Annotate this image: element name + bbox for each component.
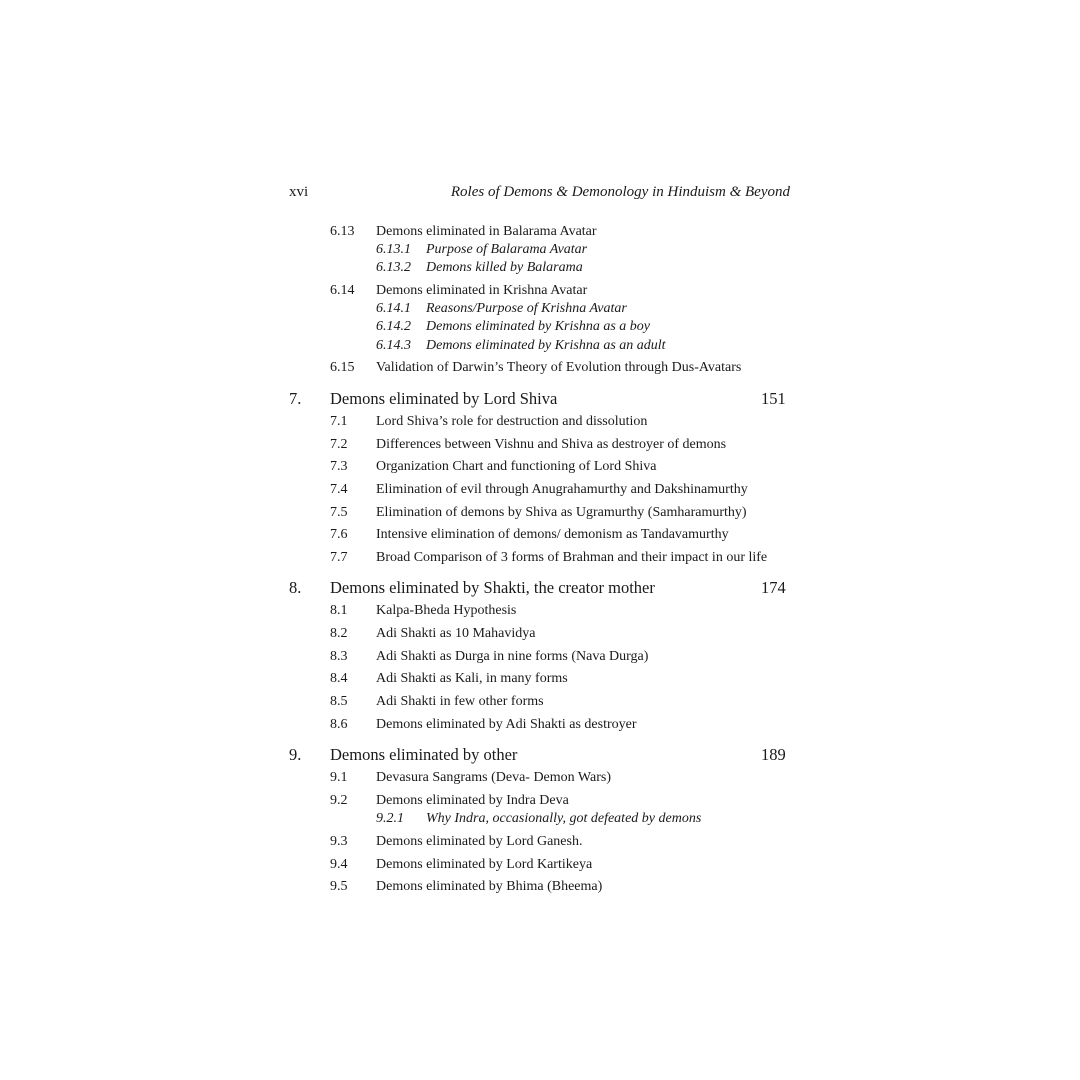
toc-number: 6.13 bbox=[330, 224, 355, 239]
toc-number: 7.1 bbox=[330, 414, 348, 429]
toc-title: Demons eliminated by Bhima (Bheema) bbox=[376, 879, 603, 894]
toc-title: Adi Shakti as Kali, in many forms bbox=[376, 671, 568, 686]
toc-title: Demons eliminated by Adi Shakti as destroyer bbox=[376, 717, 637, 732]
toc-title: Devasura Sangrams (Deva- Demon Wars) bbox=[376, 770, 611, 785]
toc-title: Kalpa-Bheda Hypothesis bbox=[376, 603, 517, 618]
toc-title: Purpose of Balarama Avatar bbox=[426, 242, 588, 257]
toc-number: 8.4 bbox=[330, 671, 348, 686]
toc-title: Adi Shakti in few other forms bbox=[376, 694, 544, 709]
toc-title: Demons killed by Balarama bbox=[426, 260, 583, 275]
toc-chapter-title: Demons eliminated by Shakti, the creator mother bbox=[330, 578, 655, 597]
toc-title: Lord Shiva’s role for destruction and dissolution bbox=[376, 414, 648, 429]
toc-number: 7.7 bbox=[330, 550, 348, 565]
toc-number: 8.1 bbox=[330, 603, 348, 618]
toc-title: Validation of Darwin’s Theory of Evolution through Dus-Avatars bbox=[376, 360, 742, 375]
toc-title: Demons eliminated by Lord Kartikeya bbox=[376, 857, 593, 872]
toc-title: Demons eliminated in Balarama Avatar bbox=[376, 224, 597, 239]
toc-title: Demons eliminated by Indra Deva bbox=[376, 793, 569, 808]
toc-page-number: 174 bbox=[761, 578, 786, 597]
toc-number: 9.5 bbox=[330, 879, 348, 894]
toc-page-number: 151 bbox=[761, 389, 786, 408]
page-number: xvi bbox=[289, 184, 309, 200]
toc-title: Elimination of demons by Shiva as Ugramurthy (Samharamurthy) bbox=[376, 505, 747, 520]
toc-number: 6.14.3 bbox=[376, 338, 411, 353]
toc-number: 6.13.1 bbox=[376, 242, 411, 257]
toc-page-number: 189 bbox=[761, 745, 786, 764]
toc-title: Demons eliminated by Krishna as a boy bbox=[426, 319, 650, 334]
toc-number: 9.2.1 bbox=[376, 811, 404, 826]
toc-title: Adi Shakti as Durga in nine forms (Nava Durga) bbox=[376, 649, 649, 664]
toc-chapter-number: 9. bbox=[289, 745, 302, 764]
toc-title: Why Indra, occasionally, got defeated by demons bbox=[426, 811, 702, 826]
toc-number: 8.3 bbox=[330, 649, 348, 664]
toc-title: Broad Comparison of 3 forms of Brahman and their impact in our life bbox=[376, 550, 768, 565]
toc-number: 8.2 bbox=[330, 626, 348, 641]
toc-number: 7.5 bbox=[330, 505, 348, 520]
toc-title: Differences between Vishnu and Shiva as destroyer of demons bbox=[376, 437, 727, 452]
toc-title: Adi Shakti as 10 Mahavidya bbox=[376, 626, 536, 641]
toc-number: 8.5 bbox=[330, 694, 348, 709]
toc-title: Demons eliminated by Krishna as an adult bbox=[426, 338, 666, 353]
toc-number: 6.14 bbox=[330, 283, 355, 298]
toc-number: 9.1 bbox=[330, 770, 348, 785]
toc-title: Intensive elimination of demons/ demonism as Tandavamurthy bbox=[376, 527, 729, 542]
toc-title: Reasons/Purpose of Krishna Avatar bbox=[426, 301, 627, 316]
toc-number: 9.2 bbox=[330, 793, 348, 808]
toc-chapter-title: Demons eliminated by Lord Shiva bbox=[330, 389, 558, 408]
toc-chapter-number: 8. bbox=[289, 578, 302, 597]
toc-number: 9.3 bbox=[330, 834, 348, 849]
toc-number: 6.13.2 bbox=[376, 260, 411, 275]
toc-number: 6.14.1 bbox=[376, 301, 411, 316]
running-title: Roles of Demons & Demonology in Hinduism & Beyond bbox=[450, 184, 790, 200]
toc-chapter-title: Demons eliminated by other bbox=[330, 745, 518, 764]
toc-number: 6.14.2 bbox=[376, 319, 411, 334]
toc-number: 9.4 bbox=[330, 857, 348, 872]
toc-title: Organization Chart and functioning of Lord Shiva bbox=[376, 459, 657, 474]
toc-number: 7.3 bbox=[330, 459, 348, 474]
toc-number: 8.6 bbox=[330, 717, 348, 732]
toc-chapter-number: 7. bbox=[289, 389, 302, 408]
toc-number: 6.15 bbox=[330, 360, 355, 375]
toc-number: 7.4 bbox=[330, 482, 348, 497]
toc-title: Demons eliminated in Krishna Avatar bbox=[376, 283, 588, 298]
toc-number: 7.6 bbox=[330, 527, 348, 542]
toc-title: Demons eliminated by Lord Ganesh. bbox=[376, 834, 583, 849]
toc-title: Elimination of evil through Anugrahamurthy and Dakshinamurthy bbox=[376, 482, 748, 497]
toc-number: 7.2 bbox=[330, 437, 348, 452]
